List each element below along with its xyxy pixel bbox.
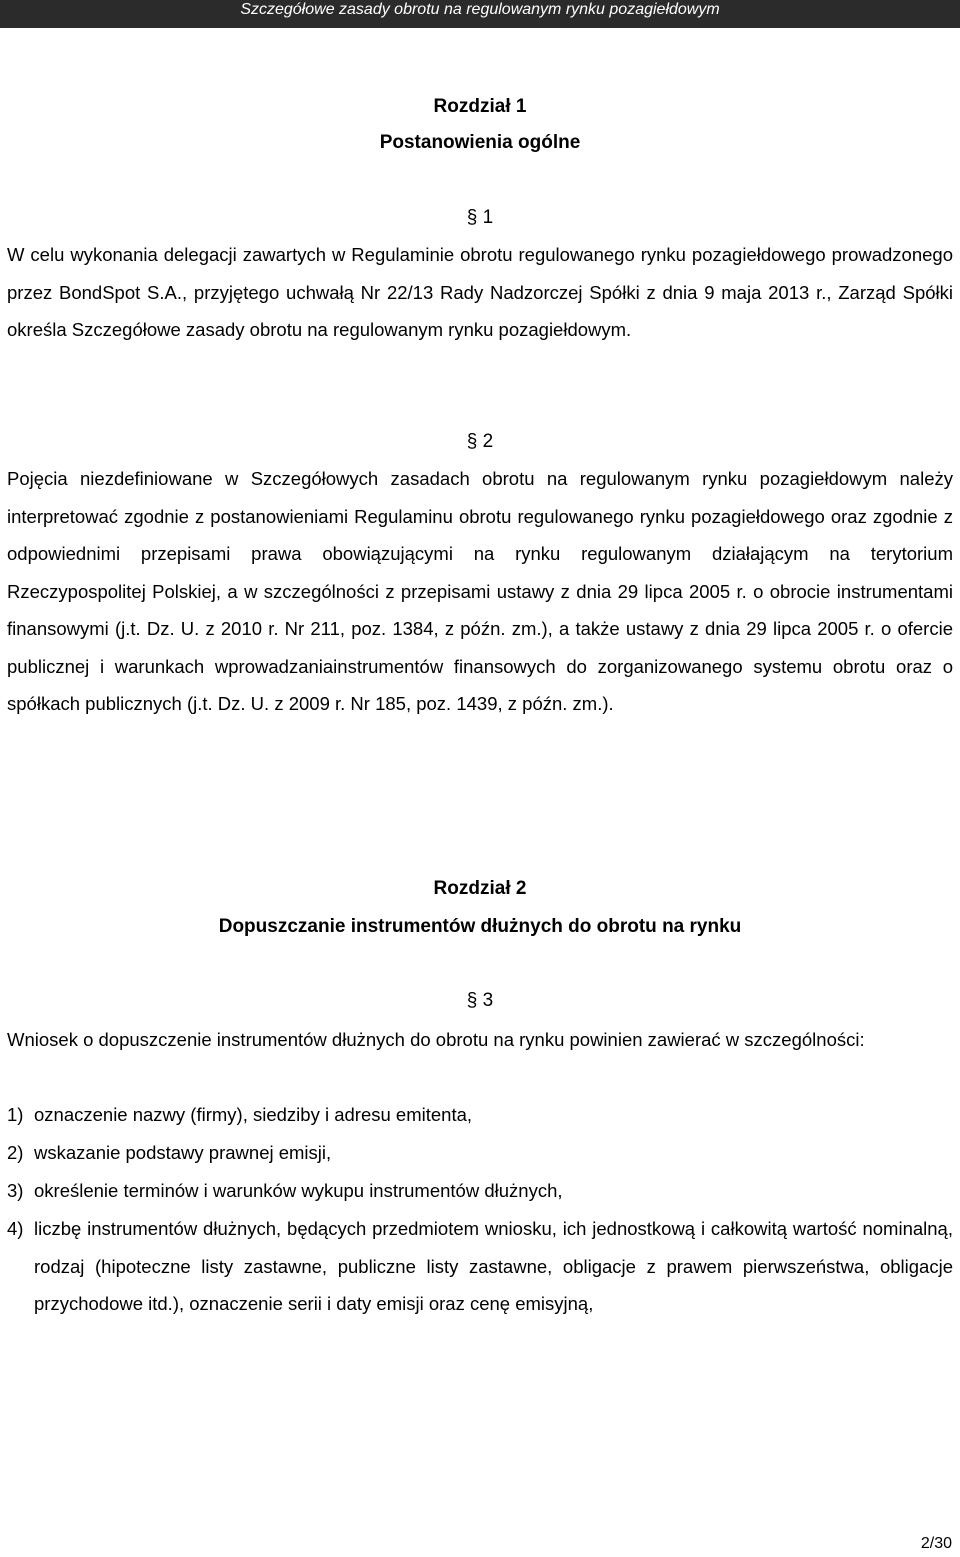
paragraph-2-text: Pojęcia niezdefiniowane w Szczegółowych zasadach obrotu na regulowanym rynku pozagiełdowym należy interpretować zgodnie z postanowieniami Regulaminu obrotu regulowanego rynku pozagiełdowego oraz zgodnie z odpowiednimi przepisami prawa obowiązującymi na rynku regulowanym działającym na terytorium Rzeczypospolitej Polskiej, a w szczególności z przepisami ustawy z dnia 29 lipca 2005 r. o obrocie instrumentami finansowymi (j.t. Dz. U. z 2010 r. Nr 211, poz. 1384, z późn. zm.), a także ustawy z dnia 29 lipca 2005 r. o ofercie publicznej i warunkach wprowadzaniainstrumentów finansowych do zorganizowanego systemu obrotu oraz o spółkach publicznych (j.t. Dz. U. z 2009 r. Nr 185, poz. 1439, z późn. zm.). <box>7 468 953 714</box>
chapter-2-title: Dopuszczanie instrumentów dłużnych do obrotu na rynku <box>218 916 742 937</box>
list-item <box>7 1172 953 1210</box>
list-item-number: 4) <box>7 1218 24 1239</box>
list-item-text: oznaczenie nazwy (firmy), siedziby i adresu emitenta, <box>34 1104 473 1125</box>
paragraph-1-text: W celu wykonania delegacji zawartych w Regulaminie obrotu regulowanego rynku pozagiełdowego prowadzonego przez BondSpot S.A., przyjętego uchwałą Nr 22/13 Rady Nadzorczej Spółki z dnia 9 maja 2013 r., Zarząd Spółki określa Szczegółowe zasady obrotu na regulowanym rynku pozagiełdowym. <box>7 244 953 340</box>
list-item-text: liczbę instrumentów dłużnych, będących przedmiotem wniosku, ich jednostkową i całkowitą wartość nominalną, rodzaj (hipoteczne listy zastawne, publiczne listy zastawne, obligacje z prawem pierwszeństwa, obligacje przychodowe itd.), oznaczenie serii i daty emisji oraz cenę emisyjną, <box>34 1218 953 1314</box>
list-item-number: 1) <box>7 1104 24 1125</box>
paragraph-3-intro: Wniosek o dopuszczenie instrumentów dłużnych do obrotu na rynku powinien zawierać w szczególności: <box>7 1029 865 1050</box>
list-item-number: 3) <box>7 1180 24 1201</box>
list-item-text: wskazanie podstawy prawnej emisji, <box>34 1142 332 1163</box>
paragraph-1-number: § 1 <box>466 207 494 228</box>
chapter-1-label: Rozdział 1 <box>433 96 527 117</box>
list-item <box>7 1096 953 1134</box>
list-item-number: 2) <box>7 1142 24 1163</box>
list-item <box>7 1134 953 1172</box>
list-item-text: określenie terminów i warunków wykupu instrumentów dłużnych, <box>34 1180 563 1201</box>
header-title: Szczegółowe zasady obrotu na regulowanym rynku pozagiełdowym <box>240 1 720 18</box>
chapter-1-title: Postanowienia ogólne <box>379 132 581 153</box>
list-item <box>7 1210 953 1323</box>
page-header <box>0 0 960 28</box>
paragraph-2-number: § 2 <box>466 431 494 452</box>
paragraph-3-number: § 3 <box>466 990 494 1011</box>
chapter-2-label: Rozdział 2 <box>433 878 527 899</box>
page-number: 2/30 <box>920 1535 952 1552</box>
